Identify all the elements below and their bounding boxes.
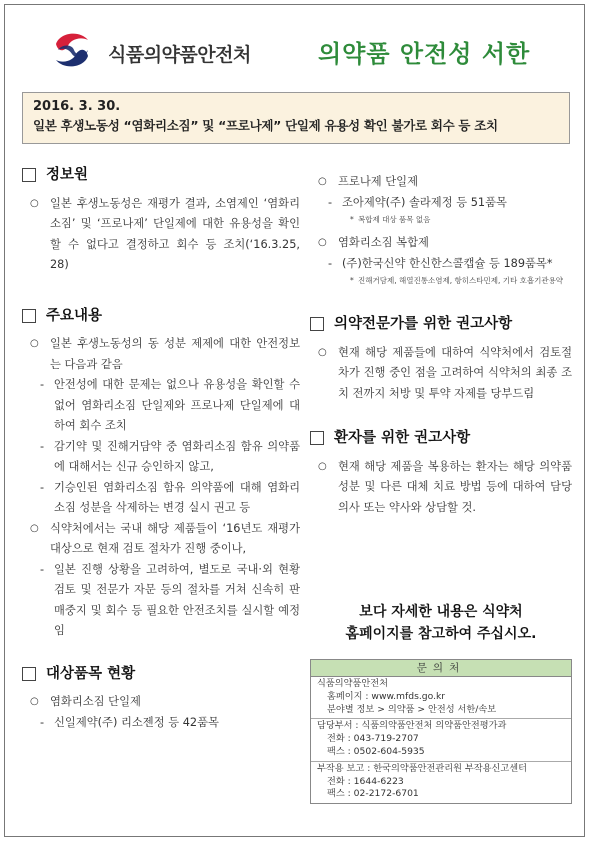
list-item: - 기승인된 염화리소짐 함유 의약품에 대해 염화리소짐 성분을 삭제하는 변경 실시 권고 등	[40, 480, 300, 514]
more-info-notice: 보다 자세한 내용은 식약처 홈페이지를 참고하여 주십시오.	[345, 604, 537, 642]
homepage-link[interactable]: 홈페이지 : www.mfds.go.kr	[327, 690, 446, 702]
contact-report-block: 부작용 보고 : 한국의약품안전관리원 부작용신고센터 전화 : 1644-6223 팩스 : 02-2172-6701	[317, 762, 528, 800]
checkbox-square-icon	[310, 431, 324, 445]
circle-bullet-icon: ○	[318, 460, 327, 472]
list-item: - 신일제약(주) 리소젠정 등 42품목	[40, 715, 219, 729]
list-item: ○ 현재 해당 제품들에 대하여 식약처에서 검토절차가 진행 중인 점을 고려하여 식약처의 최종 조치 전까지 처방 및 투약 자제를 당부드림	[310, 343, 572, 405]
right-column	[310, 172, 572, 518]
checkbox-square-icon	[22, 667, 36, 681]
circle-bullet-icon: ○	[30, 197, 39, 209]
circle-bullet-icon: ○	[318, 346, 327, 358]
list-item: ○ 염화리소짐 단일제	[22, 692, 300, 713]
contact-dept-block: 담당부서 : 식품의약품안전처 의약품안전평가과 전화 : 043-719-2707 팩스 : 0502-604-5935	[311, 719, 571, 761]
list-item: ○ 일본 후생노동성의 동 성분 제제에 대한 안전정보는 다음과 같음	[22, 334, 300, 375]
header	[0, 0, 591, 92]
list-item: - 조아제약(주) 솔라제정 등 51품목	[328, 195, 507, 209]
contact-org-block: 식품의약품안전처 홈페이지 : www.mfds.go.kr 분야별 정보 > 의약품 > 안전성 서한/속보	[311, 677, 571, 719]
document-type-title: 의약품 안전성 서한	[318, 40, 531, 68]
list-item: - 일본 진행 상황을 고려하여, 별도로 국내·외 현황 검토 및 전문가 자문 등의 절차를 거쳐 신속히 판매중지 및 회수 등 필요한 안전조치를 실시할 예정임	[40, 562, 300, 637]
list-item: ○ 현재 해당 제품을 복용하는 환자는 해당 의약품 성분 및 다른 대체 치료 방법 등에 대하여 담당 의사 또는 약사와 상담할 것.	[310, 457, 572, 519]
checkbox-square-icon	[310, 317, 324, 331]
issue-date: 2016. 3. 30.	[33, 99, 121, 114]
footnote: * 진해거담제, 해열진통소염제, 항히스타민제, 기타 호흡기관용약	[350, 276, 564, 285]
checkbox-square-icon	[22, 168, 36, 182]
list-item: ○ 염화리소짐 복합제	[310, 233, 572, 254]
headline: 일본 후생노동성 “염화리소짐” 및 “프로나제” 단일제 유용성 확인 불가로 회수 등 조치	[33, 118, 498, 133]
contact-box	[310, 659, 572, 804]
list-item: ○ 식약처에서는 국내 해당 제품들이 ‘16년도 재평가 대상으로 현재 검토 절차가 진행 중이나,	[22, 519, 300, 560]
list-item: - 안전성에 대한 문제는 없으나 유용성을 확인할 수 없어 염화리소짐 단일제와 프로나제 단일제에 대하여 회수 조치	[40, 378, 300, 432]
section-heading-professionals: 의약전문가를 위한 권고사항	[310, 314, 572, 335]
section-heading-products: 대상품목 현황	[22, 664, 300, 685]
circle-bullet-icon: ○	[30, 338, 39, 349]
section-heading-source: 정보원	[22, 165, 300, 186]
checkbox-square-icon	[22, 309, 36, 323]
left-column	[22, 165, 300, 733]
org-name: 식품의약품안전처	[108, 44, 251, 66]
circle-bullet-icon: ○	[318, 176, 327, 187]
circle-bullet-icon: ○	[30, 522, 39, 534]
title-box	[22, 92, 570, 144]
list-item: - (주)한국신약 한신한스콜캡슐 등 189품목*	[328, 256, 553, 270]
contact-header: 문의처	[311, 660, 571, 677]
list-item: - 감기약 및 진해거담약 중 염화리소짐 함유 의약품에 대해서는 신규 승인하지 않고,	[40, 439, 300, 473]
circle-bullet-icon: ○	[318, 237, 327, 248]
list-item: ○ 프로나제 단일제	[310, 172, 572, 193]
section-heading-main: 주요내용	[22, 306, 300, 327]
footnote: * 복합제 대상 품목 없음	[350, 215, 431, 224]
circle-bullet-icon: ○	[30, 696, 39, 707]
section-heading-patients: 환자를 위한 권고사항	[310, 428, 572, 449]
mfds-logo-icon	[50, 30, 98, 70]
list-item: ○ 일본 후생노동성은 재평가 결과, 소염제인 ‘염화리소짐’ 및 ‘프로나제’ 단일제에 대한 유용성을 확인할 수 없다고 결정하고 회수 등 조치(‘16.3.25, 28)	[22, 194, 300, 276]
